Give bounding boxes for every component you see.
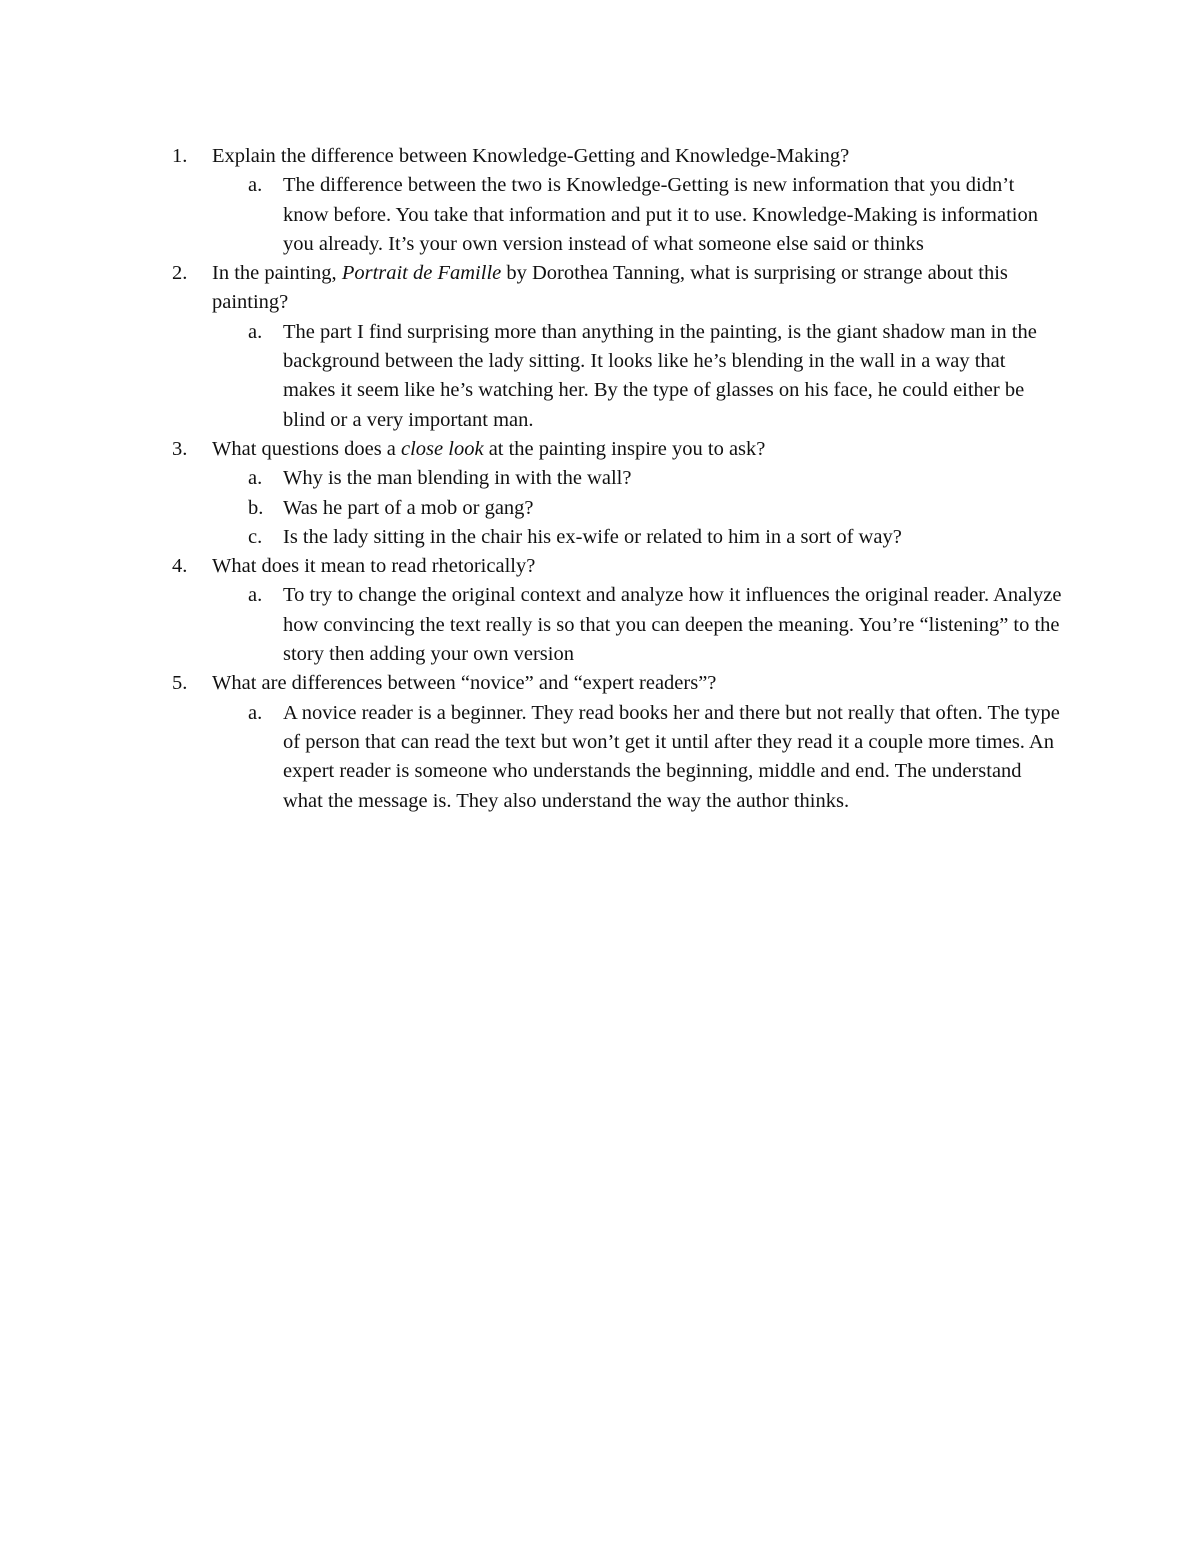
answer-text: Why is the man blending in with the wall? bbox=[283, 467, 632, 490]
question-text: Explain the difference between Knowledge-Getting and Knowledge-Making? bbox=[212, 145, 850, 167]
answer-list bbox=[212, 581, 1062, 669]
answer-list bbox=[212, 464, 1062, 552]
question-number: 2. bbox=[172, 262, 188, 285]
answer-letter: b. bbox=[248, 496, 264, 519]
answer-letter: c. bbox=[248, 525, 263, 548]
question-item bbox=[172, 669, 1062, 815]
answer-item bbox=[212, 581, 1062, 669]
answer-letter: a. bbox=[248, 174, 263, 197]
answer-list bbox=[212, 171, 1062, 259]
question-item bbox=[172, 142, 1062, 259]
question-number: 4. bbox=[172, 555, 188, 578]
question-text: What does it mean to read rhetorically? bbox=[212, 555, 536, 578]
answer-letter: a. bbox=[248, 701, 263, 724]
painting-title: Portrait de Famille bbox=[341, 262, 502, 285]
answer-item bbox=[212, 523, 1062, 552]
answer-letter: a. bbox=[248, 584, 263, 607]
question-text: What questions does a close look at the painting inspire you to ask? bbox=[212, 437, 766, 460]
question-item bbox=[172, 435, 1062, 552]
question-text: What are differences between “novice” and “expert readers”? bbox=[212, 672, 717, 695]
answer-item bbox=[212, 318, 1062, 435]
emphasis-close-look: close look bbox=[401, 437, 484, 460]
answer-text: A novice reader is a beginner. They read books her and there but not really that often. The type of person that can read the text but won’t get it until after they read it a couple more times. An expert reader is someone who understands the beginning, middle and end. The understand what the message is. They also understand the way the author thinks. bbox=[283, 701, 1060, 812]
answer-text: To try to change the original context and analyze how it influences the original reader. Analyze how convincing the text really is so that you can deepen the meaning. You’re “listening” to the story then adding your own version bbox=[283, 584, 1062, 666]
answer-list bbox=[212, 699, 1062, 816]
question-item bbox=[172, 259, 1062, 435]
answer-item bbox=[212, 171, 1062, 259]
answer-item bbox=[212, 494, 1062, 523]
answer-text: Was he part of a mob or gang? bbox=[283, 496, 534, 519]
question-item bbox=[172, 552, 1062, 669]
question-number: 3. bbox=[172, 437, 188, 460]
question-number: 1. bbox=[172, 145, 188, 167]
answer-text: The difference between the two is Knowledge-Getting is new information that you didn’t know before. You take that information and put it to use. Knowledge-Making is information you already. It’s your own version instead of what someone else said or thinks bbox=[283, 174, 1038, 255]
question-number: 5. bbox=[172, 672, 188, 695]
answer-list bbox=[212, 318, 1062, 435]
answer-text: The part I find surprising more than anything in the painting, is the giant shadow man in the background between the lady sitting. It looks like he’s blending in the wall in a way that makes it seem like he’s watching her. By the type of glasses on his face, he could either be blind or a very important man. bbox=[283, 320, 1037, 431]
answer-letter: a. bbox=[248, 320, 263, 343]
answer-letter: a. bbox=[248, 467, 263, 490]
answer-text: Is the lady sitting in the chair his ex-wife or related to him in a sort of way? bbox=[283, 525, 902, 548]
question-list bbox=[172, 142, 1062, 816]
question-text: In the painting, Portrait de Famille by Dorothea Tanning, what is surprising or strange about this painting? bbox=[212, 262, 1008, 314]
answer-item bbox=[212, 464, 1062, 493]
answer-item bbox=[212, 699, 1062, 816]
